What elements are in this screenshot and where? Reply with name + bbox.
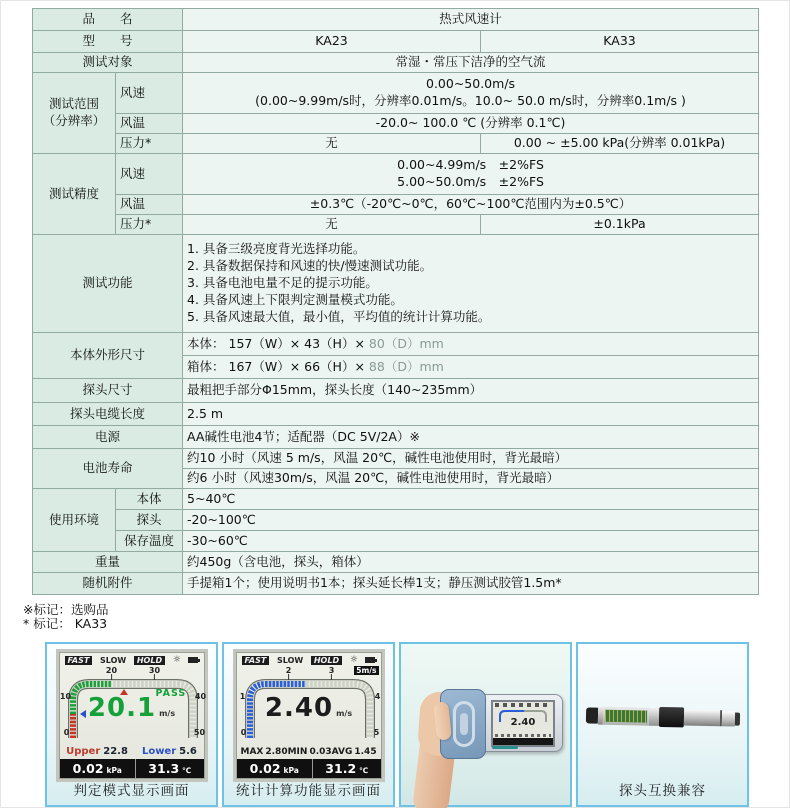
sublabel-accuracy-temp: 风温 bbox=[116, 195, 183, 215]
value-model-ka33: KA33 bbox=[481, 31, 759, 53]
tick-4: 4 bbox=[374, 692, 381, 701]
lower-label: Lower bbox=[141, 746, 177, 757]
image-panels bbox=[45, 642, 790, 807]
label-functions: 测试功能 bbox=[33, 235, 183, 333]
device-button-pad bbox=[453, 701, 475, 747]
probe-sensor-window bbox=[602, 707, 649, 726]
panel-caption: 统计计算功能显示画面 bbox=[236, 783, 381, 799]
value-functions: 1. 具备三级亮度背光选择功能。 2. 具备数据保持和风速的快/慢速测试功能。 3. 具备电池电量不足的提示功能。 4. 具备风速上下限判定测量模式功能。 5. 具备风速最大值，最小值，平均值的统计计算功能。 bbox=[183, 235, 759, 333]
value-model-ka23: KA23 bbox=[183, 31, 481, 53]
upper-label: Upper bbox=[66, 746, 101, 757]
sublabel-env-storage: 保存温度 bbox=[116, 531, 183, 552]
tick-20: 20 bbox=[105, 666, 118, 675]
label-cable-length: 探头电缆长度 bbox=[33, 403, 183, 426]
probe-tube bbox=[684, 709, 719, 726]
value-probe-size: 最粗把手部分Φ15mm，探头长度（140~235mm） bbox=[183, 379, 759, 403]
value-range-pressure-ka23: 无 bbox=[183, 134, 481, 154]
row-accuracy-temp bbox=[33, 195, 759, 215]
lower-value: 5.6 bbox=[179, 746, 197, 757]
label-model: 型 号 bbox=[33, 31, 183, 53]
probe-end-tip bbox=[735, 712, 740, 725]
lcd-bottom-bar bbox=[60, 759, 204, 778]
sublabel-accuracy-velocity: 风速 bbox=[116, 154, 183, 195]
velocity-reading: 20.1 m/s bbox=[87, 693, 176, 723]
brightness-icon: ☼ bbox=[349, 654, 358, 665]
value-accuracy-pressure-ka33: ±0.1kPa bbox=[481, 215, 759, 235]
lcd-status-bar bbox=[60, 653, 204, 666]
brightness-icon: ☼ bbox=[172, 654, 181, 665]
tick-30: 30 bbox=[148, 666, 161, 675]
anemometer-device bbox=[447, 694, 563, 752]
row-env-body bbox=[33, 489, 759, 510]
brand-mark bbox=[492, 746, 518, 749]
velocity-gauge bbox=[237, 666, 381, 744]
probe-collar bbox=[649, 708, 659, 726]
row-range-velocity bbox=[33, 73, 759, 114]
value-weight: 约450g（含电池，探头，箱体） bbox=[183, 552, 759, 573]
lcd-status-bar bbox=[237, 653, 381, 666]
value-range-velocity: 0.00~50.0m/s (0.00~9.99m/s时，分辨率0.01m/s。10.0~ 50.0 m/s时，分辨率0.1m/s ) bbox=[183, 73, 759, 114]
temperature-cell: 31.3 ℃ bbox=[136, 759, 203, 778]
min-value: 0.03 bbox=[309, 746, 332, 757]
battery-icon bbox=[365, 657, 375, 663]
label-probe-size: 探头尺寸 bbox=[33, 379, 183, 403]
tick-2: 2 bbox=[285, 666, 292, 675]
value-battery-life-1: 约10 小时（风速 5 m/s，风温 20℃，碱性电池使用时，背光最暗） bbox=[183, 449, 759, 469]
slow-label: SLOW bbox=[100, 655, 127, 665]
fast-badge: FAST bbox=[242, 656, 270, 665]
label-test-range: 测试范围 （分辨率） bbox=[33, 73, 116, 154]
lcd-statistics-screen bbox=[236, 652, 382, 779]
tick-0: 0 bbox=[63, 728, 70, 737]
panel-device-photo bbox=[399, 642, 572, 807]
value-body-dimensions: 本体： 157（W）× 43（H）× 80（D）mm bbox=[183, 333, 759, 356]
range-badge: 5m/s bbox=[356, 666, 377, 675]
panel-probe-photo bbox=[576, 642, 749, 807]
value-case-dimensions: 箱体： 167（W）× 66（H）× 88（D）mm bbox=[183, 356, 759, 379]
pressure-cell: 0.02 kPa bbox=[60, 759, 136, 778]
probe-grip bbox=[659, 707, 685, 728]
label-accessories: 随机附件 bbox=[33, 573, 183, 595]
probe-photo bbox=[586, 704, 740, 729]
row-range-temp bbox=[33, 114, 759, 134]
footnote-ka33: * 标记： KA33 bbox=[23, 616, 108, 631]
temperature-cell: 31.2 ℃ bbox=[313, 759, 380, 778]
tick-10: 10 bbox=[59, 692, 72, 701]
row-probe-size bbox=[33, 379, 759, 403]
value-battery-life-2: 约6 小时（风速30m/s，风温 20℃，碱性电池使用时，背光最暗） bbox=[183, 469, 759, 489]
label-product-name: 品 名 bbox=[33, 9, 183, 31]
value-accuracy-velocity: 0.00~4.99m/s ±2%FS 5.00~50.0m/s ±2%FS bbox=[183, 154, 759, 195]
row-env-probe bbox=[33, 510, 759, 531]
fast-badge: FAST bbox=[65, 656, 93, 665]
velocity-gauge bbox=[59, 666, 207, 744]
panel-statistics-mode bbox=[222, 642, 395, 807]
min-label: MIN bbox=[287, 746, 308, 757]
footnotes bbox=[23, 603, 790, 631]
footnote-optional: ※标记：选购品 bbox=[23, 602, 109, 617]
value-env-body: 5~40℃ bbox=[183, 489, 759, 510]
spec-table bbox=[32, 8, 759, 595]
tick-3: 3 bbox=[328, 666, 335, 675]
hold-badge: HOLD bbox=[134, 656, 165, 665]
value-accuracy-pressure-ka23: 无 bbox=[183, 215, 481, 235]
tick-40: 40 bbox=[194, 692, 207, 701]
row-body-dimensions-1 bbox=[33, 333, 759, 356]
label-test-accuracy: 测试精度 bbox=[33, 154, 116, 235]
row-accessories bbox=[33, 573, 759, 595]
tick-0: 0 bbox=[240, 728, 247, 737]
label-battery-life: 电池寿命 bbox=[33, 449, 183, 489]
label-weight: 重量 bbox=[33, 552, 183, 573]
mini-reading: 2.40 bbox=[510, 717, 536, 728]
row-cable-length bbox=[33, 403, 759, 426]
sublabel-env-body: 本体 bbox=[116, 489, 183, 510]
battery-icon bbox=[188, 657, 198, 663]
max-label: MAX bbox=[240, 746, 264, 757]
row-product-name bbox=[33, 9, 759, 31]
row-env-storage bbox=[33, 531, 759, 552]
mini-bottom-bar bbox=[493, 738, 553, 745]
pressure-cell: 0.02 kPa bbox=[237, 759, 313, 778]
row-power bbox=[33, 426, 759, 449]
slow-label: SLOW bbox=[277, 655, 304, 665]
velocity-reading: 2.40 m/s bbox=[264, 693, 353, 723]
panel-judgment-mode bbox=[45, 642, 218, 807]
lcd-judgment-screen bbox=[59, 652, 205, 779]
sublabel-range-pressure: 压力* bbox=[116, 134, 183, 154]
value-accessories: 手提箱1个；使用说明书1本；探头延长棒1支；静压测试胶管1.5m* bbox=[183, 573, 759, 595]
velocity-unit: m/s bbox=[159, 709, 176, 718]
max-value: 2.80 bbox=[265, 746, 288, 757]
value-range-pressure-ka33: 0.00 ~ ±5.00 kPa(分辨率 0.01kPa) bbox=[481, 134, 759, 154]
pass-indicator: PASS bbox=[155, 688, 187, 699]
row-accuracy-pressure bbox=[33, 215, 759, 235]
device-button bbox=[460, 713, 468, 735]
upper-value: 22.8 bbox=[103, 746, 128, 757]
value-env-storage: -30~60℃ bbox=[183, 531, 759, 552]
label-power: 电源 bbox=[33, 426, 183, 449]
panel-caption: 探头互换兼容 bbox=[619, 783, 706, 799]
value-accuracy-temp: ±0.3℃（-20℃~0℃，60℃~100℃范围内为±0.5℃） bbox=[183, 195, 759, 215]
label-environment: 使用环境 bbox=[33, 489, 116, 552]
probe-nose-cap bbox=[586, 707, 598, 723]
avg-label: AVG bbox=[331, 746, 353, 757]
row-model bbox=[33, 31, 759, 53]
probe-circuit-board bbox=[604, 710, 647, 723]
sublabel-env-probe: 探头 bbox=[116, 510, 183, 531]
mini-stats-row bbox=[495, 734, 551, 737]
tick-50: 50 bbox=[193, 728, 206, 737]
avg-value: 1.45 bbox=[354, 746, 377, 757]
panel-caption: 判定模式显示画面 bbox=[73, 783, 190, 799]
sublabel-accuracy-pressure: 压力* bbox=[116, 215, 183, 235]
row-accuracy-velocity bbox=[33, 154, 759, 195]
row-functions bbox=[33, 235, 759, 333]
hold-badge: HOLD bbox=[311, 656, 342, 665]
mini-status-bar bbox=[495, 703, 551, 707]
value-range-temp: -20.0~ 100.0 ℃ (分辨率 0.1℃) bbox=[183, 114, 759, 134]
device-mini-screen bbox=[491, 700, 555, 747]
value-cable-length: 2.5 m bbox=[183, 403, 759, 426]
value-power: AA碱性电池4节；适配器（DC 5V/2A）※ bbox=[183, 426, 759, 449]
value-env-probe: -20~100℃ bbox=[183, 510, 759, 531]
row-range-pressure bbox=[33, 134, 759, 154]
value-product-name: 热式风速计 bbox=[183, 9, 759, 31]
tick-1: 1 bbox=[239, 692, 246, 701]
sublabel-range-temp: 风温 bbox=[116, 114, 183, 134]
limit-row bbox=[60, 744, 204, 759]
sublabel-range-velocity: 风速 bbox=[116, 73, 183, 114]
label-test-object: 测试对象 bbox=[33, 53, 183, 73]
value-test-object: 常湿・常压下洁净的空气流 bbox=[183, 53, 759, 73]
statistics-row bbox=[237, 744, 381, 759]
probe-extension bbox=[721, 711, 735, 726]
velocity-unit: m/s bbox=[336, 709, 353, 718]
label-body-dimensions: 本体外形尺寸 bbox=[33, 333, 183, 379]
row-test-object bbox=[33, 53, 759, 73]
lcd-bottom-bar bbox=[237, 759, 381, 778]
row-weight bbox=[33, 552, 759, 573]
row-battery-life-1 bbox=[33, 449, 759, 469]
tick-5: 5 bbox=[373, 728, 380, 737]
